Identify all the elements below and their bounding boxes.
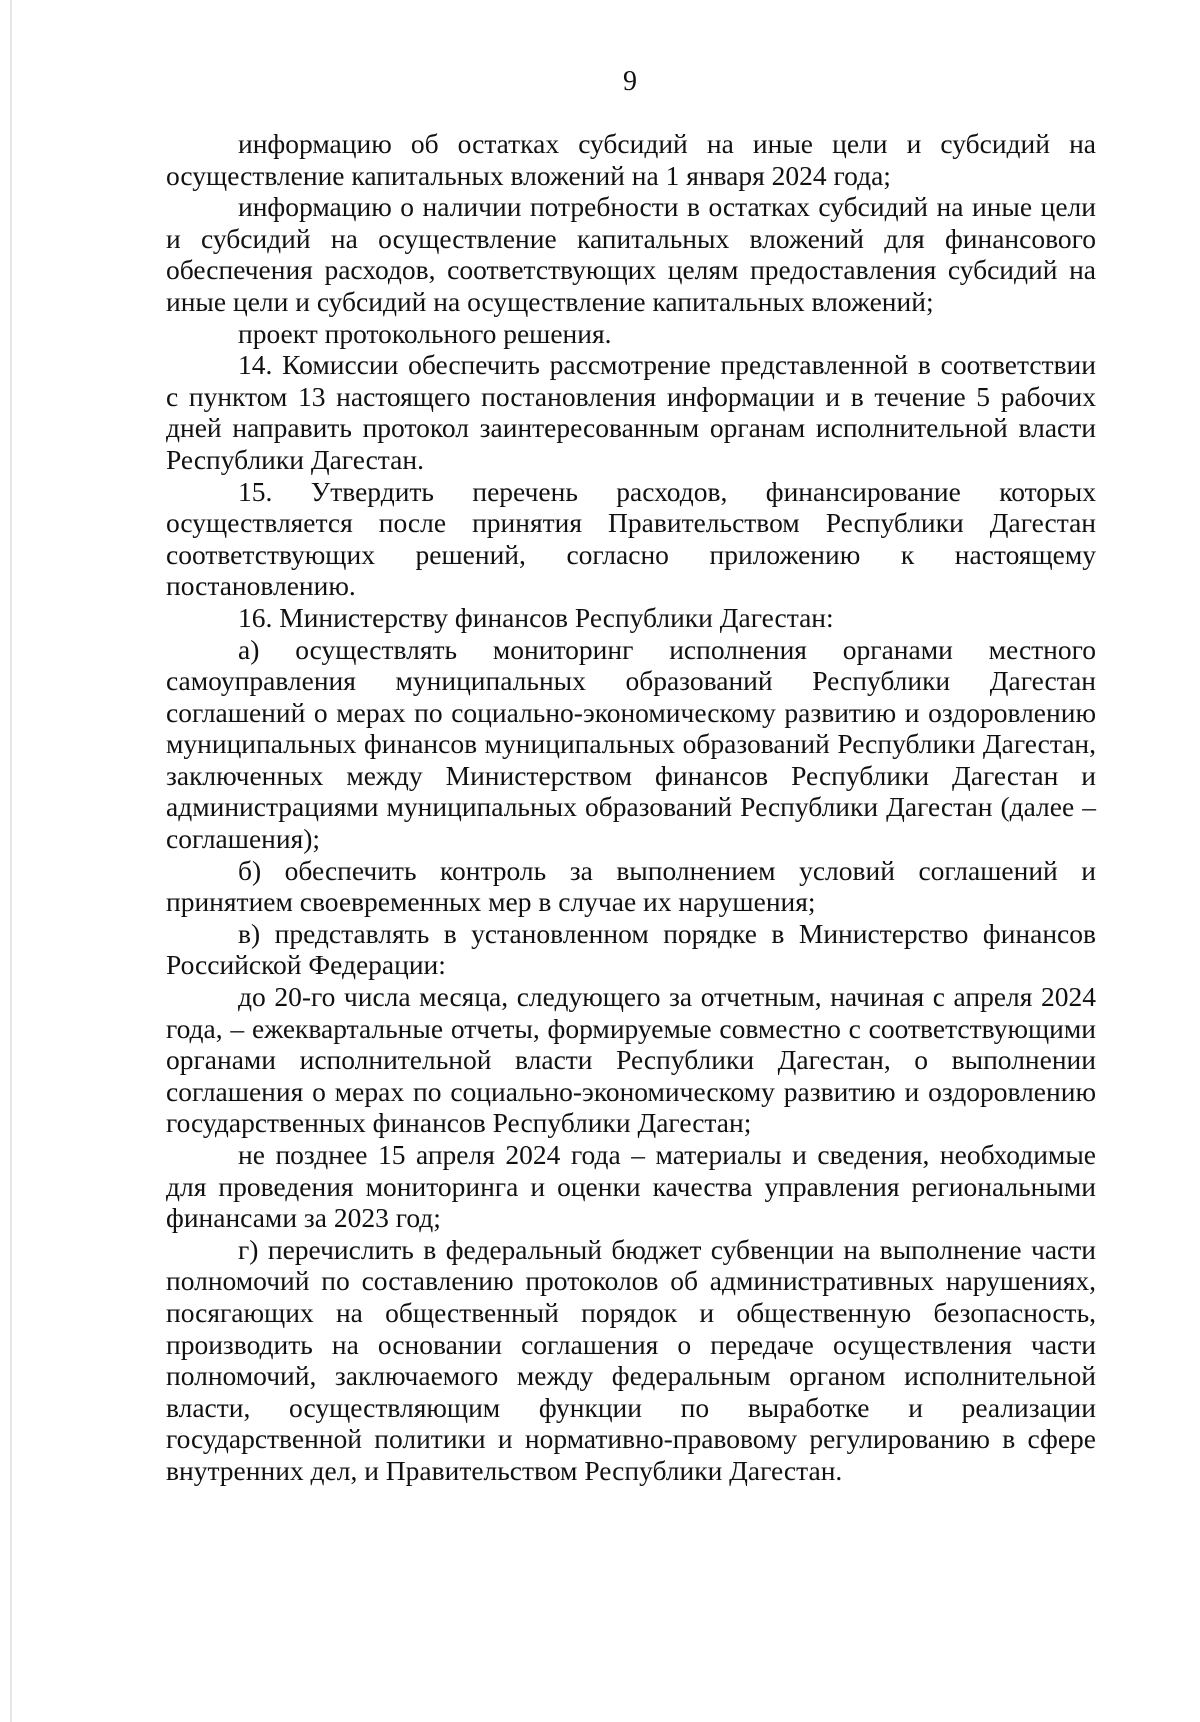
paragraph-subsidy-needs-info: информацию о наличии потребности в остатках субсидий на иные цели и субсидий на осуществление капитальных вложений для финансового обеспечения расходов, соответствующих целям предоставления субсидий на иные цели и субсидий на осуществление капитальных вложений; [166, 191, 1096, 317]
paragraph-monitoring-materials: не позднее 15 апреля 2024 года – материалы и сведения, необходимые для проведения мониторинга и оценки качества управления региональными финансами за 2023 год; [166, 1139, 1096, 1234]
paragraph-remaining-subsidies-info: информацию об остатках субсидий на иные цели и субсидий на осуществление капитальных вложений на 1 января 2024 года; [166, 128, 1096, 191]
scan-edge-shadow [10, 0, 12, 1722]
paragraph-item-16b: б) обеспечить контроль за выполнением условий соглашений и принятием своевременных мер в случае их нарушения; [166, 854, 1096, 918]
paragraph-quarterly-reports: до 20-го числа месяца, следующего за отчетным, начиная с апреля 2024 года, – ежеквартальные отчеты, формируемые совместно с соответствующими органами исполнительной власти Республики Дагестан, о выполнении соглашения о мерах по социально-экономическому развитию и оздоровлению государственных финансов Республики Дагестан; [166, 981, 1096, 1139]
paragraph-item-14: 14. Комиссии обеспечить рассмотрение представленной в соответствии с пунктом 13 настоящего постановления информации и в течение 5 рабочих дней направить протокол заинтересованным органам исполнительной власти Республики Дагестан. [166, 349, 1096, 475]
page-number: 9 [623, 66, 637, 97]
paragraph-draft-protocol: проект протокольного решения. [238, 317, 612, 349]
document-body [166, 128, 1096, 1487]
paragraph-item-16: 16. Министерству финансов Республики Дагестан: [238, 601, 834, 633]
paragraph-item-16v: в) представлять в установленном порядке в Министерство финансов Российской Федерации: [166, 917, 1096, 981]
paragraph-item-15: 15. Утвердить перечень расходов, финансирование которых осуществляется после принятия Правительством Республики Дагестан соответствующих решений, согласно приложению к настоящему постановлению. [166, 475, 1096, 602]
paragraph-item-16a: а) осуществлять мониторинг исполнения органами местного самоуправления муниципальных образований Республики Дагестан соглашений о мерах по социально-экономическому развитию и оздоровлению муниципальных финансов муниципальных образований Республики Дагестан, заключенных между Министерством финансов Республики Дагестан и администрациями муниципальных образований Республики Дагестан (далее – соглашения); [166, 633, 1096, 855]
paragraph-item-16g: г) перечислить в федеральный бюджет субвенции на выполнение части полномочий по составлению протоколов об административных нарушениях, посягающих на общественный порядок и общественную безопасность, производить на основании соглашения о передаче осуществления части полномочий, заключаемого между федеральным органом исполнительной власти, осуществляющим функции по выработке и реализации государственной политики и нормативно-правовому регулированию в сфере внутренних дел, и Правительством Республики Дагестан. [166, 1233, 1096, 1486]
